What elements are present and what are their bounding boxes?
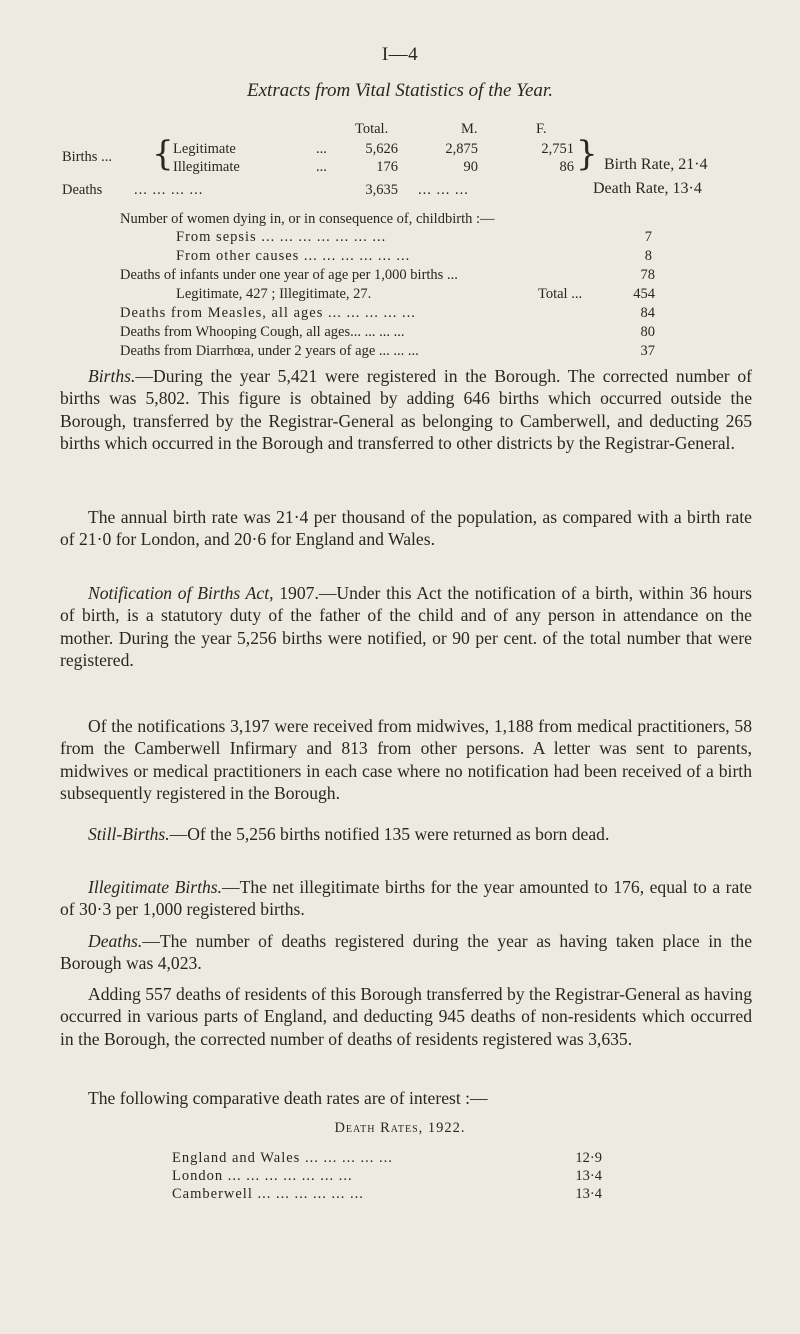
row-value: 84 [640, 305, 655, 321]
notification-text: 1907.—Under this Act the notification of a birth, within 36 hours of birth, is a statutory duty of the father of the child and of any person in attendance on the mother. During the year 5,256 births were notified, or 90 per cent. of the total number that were registered. [60, 583, 752, 671]
page-number: I—4 [381, 44, 419, 65]
row-label: From sepsis ... ... ... ... ... ... ... [176, 229, 387, 245]
illegitimate-heading: Illegitimate Births. [88, 877, 222, 897]
deaths-label: Deaths [62, 182, 103, 198]
row-value: 7 [644, 229, 652, 245]
illegit-f: 86 [559, 159, 574, 175]
row-value: 78 [640, 267, 655, 283]
notification-heading: Notification of Births Act, [88, 583, 274, 603]
notification-sources-text: Of the notifications 3,197 were received from midwives, 1,188 from medical practitioners, 58 from the Camberwell Infirmary and 813 from other persons. A letter was sent to parents, midwives or medical practitioners in each case where no notification had been received of a birth subsequently registered in the Borough. [60, 716, 752, 804]
births-paragraph [60, 365, 752, 455]
death-rates-heading: Death Rates, 1922. [334, 1120, 466, 1136]
legit-f: 2,751 [541, 141, 574, 157]
illegit-m: 90 [463, 159, 478, 175]
row-value: 37 [640, 343, 655, 359]
row-value: 8 [644, 248, 652, 264]
notification-sources-paragraph [60, 715, 752, 805]
legit-dots: ... [316, 141, 327, 157]
illegit-dots: ... [316, 159, 327, 175]
col-header-m: M. [461, 121, 478, 137]
births-heading: Births. [88, 366, 136, 386]
row-value: 454 [633, 286, 655, 302]
page-title: Extracts from Vital Statistics of the Year. [247, 80, 553, 101]
illegitimate-text: —The net illegitimate births for the year amounted to 176, equal to a rate of 30·3 per 1,000 registered births. [60, 877, 752, 920]
right-brace-icon: } [576, 134, 598, 174]
adding-deaths-text: Adding 557 deaths of residents of this Borough transferred by the Registrar-General as having occurred in various parts of England, and deducting 945 deaths of non-residents which occurred in the Borough, the corrected number of deaths of residents registered was 3,635. [60, 984, 752, 1049]
row-label: Deaths from Whooping Cough, all ages... ... ... ... [120, 324, 405, 340]
comparative-text: The following comparative death rates are of interest :— [88, 1088, 488, 1108]
row-label: England and Wales ... ... ... ... ... [172, 1150, 393, 1166]
legit-total: 5,626 [365, 141, 398, 157]
death-rate: Death Rate, 13·4 [593, 180, 702, 197]
still-births-paragraph [60, 823, 752, 845]
illegit-total: 176 [376, 159, 398, 175]
row-label: London ... ... ... ... ... ... ... [172, 1168, 353, 1184]
deaths-heading: Deaths. [88, 931, 143, 951]
row-label: Deaths from Diarrhœa, under 2 years of age ... ... ... [120, 343, 419, 359]
row-value: 12·9 [575, 1150, 602, 1166]
infant-breakdown: Legitimate, 427 ; Illegitimate, 27. [176, 286, 372, 302]
illegitimate-label: Illegitimate [173, 159, 240, 175]
still-births-text: —Of the 5,256 births notified 135 were returned as born dead. [169, 824, 610, 844]
illegitimate-paragraph [60, 876, 752, 921]
birth-rate-text: The annual birth rate was 21·4 per thousand of the population, as compared with a birth rate of 21·0 for London, and 20·6 for England and Wales. [60, 507, 752, 550]
legitimate-label: Legitimate [173, 141, 236, 157]
row-label: Camberwell ... ... ... ... ... ... [172, 1186, 364, 1202]
deaths-total: 3,635 [365, 182, 398, 198]
deaths-leader-2: ... ... ... [418, 182, 469, 198]
left-brace-icon: { [152, 134, 174, 174]
row-value: 13·4 [575, 1186, 602, 1202]
row-label: From other causes ... ... ... ... ... ... [176, 248, 411, 264]
col-header-total: Total. [355, 121, 389, 137]
deaths-text: —The number of deaths registered during the year as having taken place in the Borough was 4,023. [60, 931, 752, 974]
births-label: Births ... [62, 149, 112, 165]
notification-paragraph [60, 582, 752, 672]
birth-rate-paragraph [60, 506, 752, 551]
deaths-leader: ... ... ... ... [134, 182, 204, 198]
deaths-paragraph [60, 930, 752, 975]
col-header-f: F. [536, 121, 547, 137]
legit-m: 2,875 [445, 141, 478, 157]
childbirth-intro: Number of women dying in, or in consequence of, childbirth :— [120, 211, 495, 227]
comparative-paragraph [60, 1087, 752, 1109]
adding-deaths-paragraph [60, 983, 752, 1050]
row-value: 80 [640, 324, 655, 340]
row-label: Deaths from Measles, all ages ... ... ... ... ... [120, 305, 416, 321]
row-label: Deaths of infants under one year of age per 1,000 births ... [120, 267, 458, 283]
row-label: Total ... [538, 286, 583, 302]
still-births-heading: Still-Births. [88, 824, 170, 844]
row-value: 13·4 [575, 1168, 602, 1184]
birth-rate: Birth Rate, 21·4 [604, 156, 708, 173]
births-text: —During the year 5,421 were registered in the Borough. The corrected number of births was 5,802. This figure is obtained by adding 646 births which occurred outside the Borough, transferred by the Registrar-General as belonging to Camberwell, and deducting 265 births which occurred in the Borough and transferred to other districts by the Registrar-General. [60, 366, 752, 454]
